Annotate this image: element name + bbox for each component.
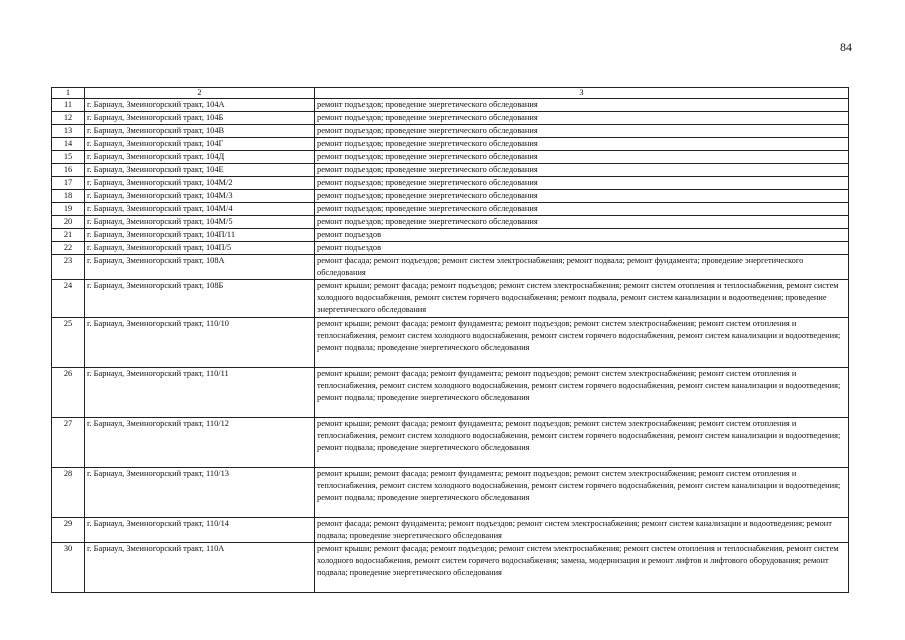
column-header-number: 1 — [52, 88, 85, 99]
row-address: г. Барнаул, Змеиногорский тракт, 108А — [85, 255, 315, 280]
row-works: ремонт крыши; ремонт фасада; ремонт фундамента; ремонт подъездов; ремонт систем электроснабжения; ремонт систем отопления и теплоснабжения, ремонт систем холодного водоснабжения, ремонт систем горячего водоснабжения, ремонт систем канализации и водоотведения; ремонт подвала; проведение энергетического обследования — [315, 318, 849, 368]
row-address: г. Барнаул, Змеиногорский тракт, 104В — [85, 125, 315, 138]
row-address: г. Барнаул, Змеиногорский тракт, 104М/2 — [85, 177, 315, 190]
table-row — [52, 468, 849, 518]
row-number: 12 — [52, 112, 85, 125]
row-address: г. Барнаул, Змеиногорский тракт, 104П/11 — [85, 229, 315, 242]
row-works: ремонт крыши; ремонт фасада; ремонт фундамента; ремонт подъездов; ремонт систем электроснабжения; ремонт систем отопления и теплоснабжения, ремонт систем холодного водоснабжения, ремонт систем горячего водоснабжения, ремонт систем канализации и водоотведения; ремонт подвала; проведение энергетического обследования — [315, 418, 849, 468]
row-works: ремонт крыши; ремонт фасада; ремонт фундамента; ремонт подъездов; ремонт систем электроснабжения; ремонт систем отопления и теплоснабжения, ремонт систем холодного водоснабжения, ремонт систем горячего водоснабжения, ремонт систем канализации и водоотведения; ремонт подвала; проведение энергетического обследования — [315, 368, 849, 418]
row-works: ремонт крыши; ремонт фасада; ремонт подъездов; ремонт систем электроснабжения; ремонт систем отопления и теплоснабжения, ремонт систем холодного водоснабжения, ремонт систем горячего водоснабжения; замена, модернизация и ремонт лифтов и лифтового оборудования; ремонт подвала; проведение энергетического обследования — [315, 543, 849, 593]
row-number: 13 — [52, 125, 85, 138]
row-works: ремонт подъездов; проведение энергетического обследования — [315, 99, 849, 112]
row-address: г. Барнаул, Змеиногорский тракт, 108Б — [85, 280, 315, 318]
row-works: ремонт подъездов — [315, 229, 849, 242]
row-number: 26 — [52, 368, 85, 418]
row-address: г. Барнаул, Змеиногорский тракт, 110/14 — [85, 518, 315, 543]
table-row — [52, 138, 849, 151]
table-row — [52, 190, 849, 203]
table-row — [52, 280, 849, 318]
row-address: г. Барнаул, Змеиногорский тракт, 104Е — [85, 164, 315, 177]
table-row — [52, 112, 849, 125]
row-number: 29 — [52, 518, 85, 543]
row-number: 17 — [52, 177, 85, 190]
row-works: ремонт фасада; ремонт подъездов; ремонт систем электроснабжения; ремонт подвала; ремонт фундамента; проведение энергетического обследования — [315, 255, 849, 280]
row-works: ремонт подъездов; проведение энергетического обследования — [315, 151, 849, 164]
table-row — [52, 216, 849, 229]
table-row — [52, 518, 849, 543]
table-row — [52, 203, 849, 216]
row-number: 28 — [52, 468, 85, 518]
table-row — [52, 242, 849, 255]
row-works: ремонт подъездов; проведение энергетического обследования — [315, 216, 849, 229]
row-number: 22 — [52, 242, 85, 255]
table-header-row — [52, 88, 849, 99]
column-header-works: 3 — [315, 88, 849, 99]
table-row — [52, 177, 849, 190]
row-address: г. Барнаул, Змеиногорский тракт, 110/11 — [85, 368, 315, 418]
row-number: 20 — [52, 216, 85, 229]
table-row — [52, 151, 849, 164]
table-row — [52, 418, 849, 468]
table-row — [52, 125, 849, 138]
row-address: г. Барнаул, Змеиногорский тракт, 104Б — [85, 112, 315, 125]
row-works: ремонт подъездов; проведение энергетического обследования — [315, 177, 849, 190]
row-address: г. Барнаул, Змеиногорский тракт, 104М/4 — [85, 203, 315, 216]
table-row — [52, 255, 849, 280]
table-row — [52, 164, 849, 177]
row-number: 25 — [52, 318, 85, 368]
table-row — [52, 368, 849, 418]
row-number: 23 — [52, 255, 85, 280]
row-works: ремонт подъездов; проведение энергетического обследования — [315, 190, 849, 203]
row-number: 16 — [52, 164, 85, 177]
row-address: г. Барнаул, Змеиногорский тракт, 110А — [85, 543, 315, 593]
row-number: 24 — [52, 280, 85, 318]
row-number: 11 — [52, 99, 85, 112]
row-works: ремонт крыши; ремонт фасада; ремонт фундамента; ремонт подъездов; ремонт систем электроснабжения; ремонт систем отопления и теплоснабжения, ремонт систем холодного водоснабжения, ремонт систем горячего водоснабжения, ремонт систем канализации и водоотведения; ремонт подвала; проведение энергетического обследования — [315, 468, 849, 518]
row-address: г. Барнаул, Змеиногорский тракт, 104П/5 — [85, 242, 315, 255]
row-works: ремонт подъездов; проведение энергетического обследования — [315, 164, 849, 177]
row-address: г. Барнаул, Змеиногорский тракт, 104Д — [85, 151, 315, 164]
row-works: ремонт подъездов — [315, 242, 849, 255]
column-header-address: 2 — [85, 88, 315, 99]
row-address: г. Барнаул, Змеиногорский тракт, 104М/3 — [85, 190, 315, 203]
row-address: г. Барнаул, Змеиногорский тракт, 104Г — [85, 138, 315, 151]
row-works: ремонт подъездов; проведение энергетического обследования — [315, 125, 849, 138]
row-address: г. Барнаул, Змеиногорский тракт, 110/12 — [85, 418, 315, 468]
row-works: ремонт подъездов; проведение энергетического обследования — [315, 203, 849, 216]
table-row — [52, 543, 849, 593]
row-number: 21 — [52, 229, 85, 242]
table-row — [52, 99, 849, 112]
table-row — [52, 229, 849, 242]
row-address: г. Барнаул, Змеиногорский тракт, 110/13 — [85, 468, 315, 518]
row-number: 27 — [52, 418, 85, 468]
row-number: 14 — [52, 138, 85, 151]
page-number: 84 — [840, 40, 852, 54]
row-number: 15 — [52, 151, 85, 164]
repair-works-table — [51, 87, 849, 593]
row-works: ремонт подъездов; проведение энергетического обследования — [315, 112, 849, 125]
row-number: 30 — [52, 543, 85, 593]
row-address: г. Барнаул, Змеиногорский тракт, 104М/5 — [85, 216, 315, 229]
table-row — [52, 318, 849, 368]
row-works: ремонт фасада; ремонт фундамента; ремонт подъездов; ремонт систем электроснабжения; ремонт систем канализации и водоотведения; ремонт подвала; проведение энергетического обследования — [315, 518, 849, 543]
row-number: 19 — [52, 203, 85, 216]
row-address: г. Барнаул, Змеиногорский тракт, 110/10 — [85, 318, 315, 368]
row-works: ремонт подъездов; проведение энергетического обследования — [315, 138, 849, 151]
row-address: г. Барнаул, Змеиногорский тракт, 104А — [85, 99, 315, 112]
row-works: ремонт крыши; ремонт фасада; ремонт подъездов; ремонт систем электроснабжения; ремонт систем отопления и теплоснабжения, ремонт систем холодного водоснабжения, ремонт систем горячего водоснабжения; ремонт подвала, ремонт систем канализации и водоотведения; проведение энергетического обследования — [315, 280, 849, 318]
row-number: 18 — [52, 190, 85, 203]
